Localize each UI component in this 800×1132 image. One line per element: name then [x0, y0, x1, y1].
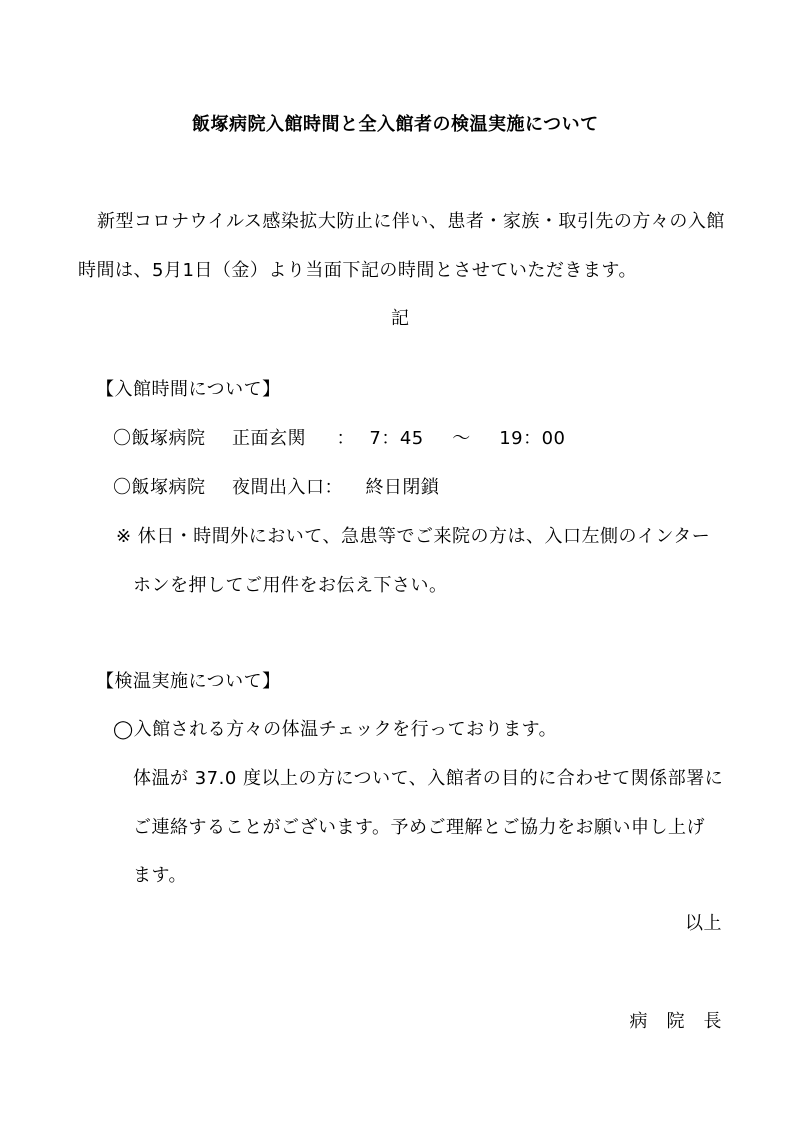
note-line-1: ※ 休日・時間外において、急患等でご来院の方は、入口左側のインター — [116, 526, 711, 547]
bullet-circle: 〇 — [113, 477, 132, 498]
place-name: 飯塚病院 — [131, 477, 206, 498]
status-closed: 終日閉鎖 — [365, 477, 440, 498]
colon: ： — [336, 428, 355, 449]
place-name: 飯塚病院 — [131, 428, 206, 449]
hours-row-main-entrance — [113, 427, 566, 451]
entrance-name: 夜間出入口： — [231, 477, 343, 498]
section-2-heading: 【検温実施について】 — [96, 671, 281, 692]
signature: 病 院 長 — [629, 1011, 722, 1032]
document-title: 飯塚病院入館時間と全入館者の検温実施について — [192, 114, 599, 135]
open-time: 7：45 — [369, 428, 424, 449]
hours-row-night-entrance — [113, 476, 439, 500]
ki-mark: 記 — [391, 308, 410, 329]
close-time: 19：00 — [499, 428, 566, 449]
closing-mark: 以上 — [685, 913, 722, 934]
body-line-1: 体温が 37.0 度以上の方について、入館者の目的に合わせて関係部署に — [133, 768, 724, 789]
section-1-heading: 【入館時間について】 — [96, 379, 281, 400]
intro-line-2: 時間は、5月1日（金）より当面下記の時間とさせていただきます。 — [78, 260, 637, 281]
note-line-2: ホンを押してご用件をお伝え下さい。 — [133, 575, 448, 596]
body-line-2: ご連絡することがございます。予めご理解とご協力をお願い申し上げ — [133, 817, 706, 838]
tilde: 〜 — [452, 428, 471, 449]
body-line-3: ます。 — [133, 865, 188, 886]
intro-line-1: 新型コロナウイルス感染拡大防止に伴い、患者・家族・取引先の方々の入館 — [97, 211, 725, 232]
bullet-circle: 〇 — [113, 428, 132, 449]
temperature-check-item: ◯入館される方々の体温チェックを行っております。 — [113, 719, 558, 740]
entrance-name: 正面玄関 — [231, 428, 306, 449]
